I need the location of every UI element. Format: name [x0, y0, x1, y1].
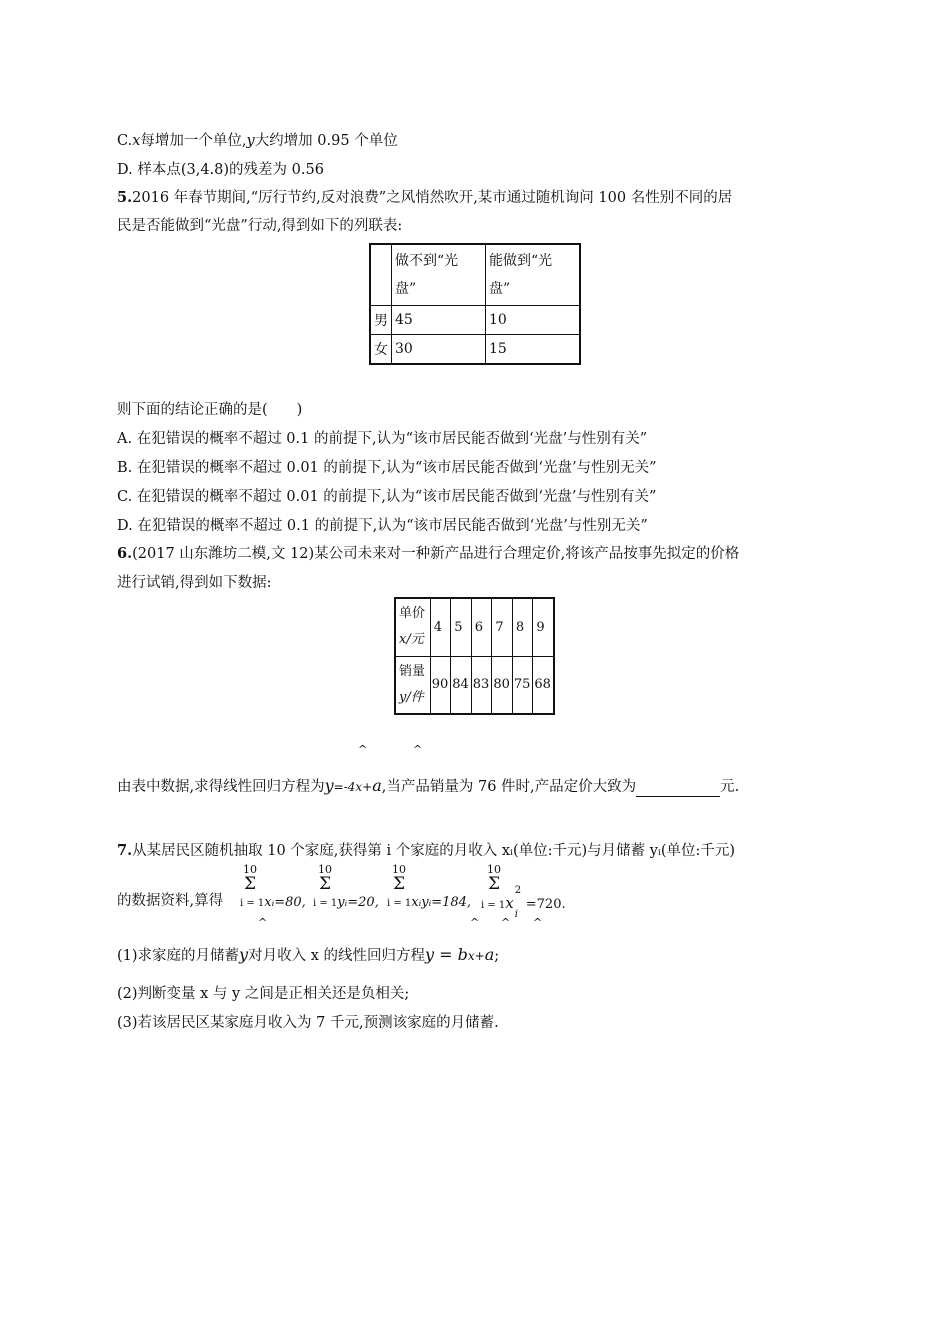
q5-header-can: 能做到“光 盘” — [486, 244, 581, 306]
summation-2: 10 Σ — [318, 863, 332, 894]
q7-part3: (3)若该居民区某家庭月收入为 7 千元,预测该家庭的月储蓄. — [117, 1015, 499, 1031]
q7-stem-line1: 7.从某居民区随机抽取 10 个家庭,获得第 i 个家庭的月收入 xᵢ(单位:千元)与月储蓄 yᵢ(单位:千元) — [117, 842, 736, 859]
hat-mark: ^ — [413, 743, 423, 756]
hat-mark: ^ — [501, 916, 511, 929]
q6-price-table — [394, 597, 555, 715]
table-row: 单价 x/元 4 5 6 7 8 9 — [395, 598, 554, 656]
hat-mark: ^ — [470, 916, 480, 929]
hat-mark: ^ — [358, 743, 368, 756]
answer-blank[interactable] — [636, 782, 720, 797]
q5-prompt: 则下面的结论正确的是( ) — [117, 402, 303, 418]
summation-4: 10 Σ — [487, 863, 501, 894]
q5-stem-line2: 民是否能做到“光盘”行动,得到如下的列联表: — [117, 218, 403, 234]
q5-contingency-table — [369, 243, 581, 365]
table-row: 男 45 10 — [370, 306, 580, 335]
q6-stem-line1: 6.(2017 山东潍坊二模,文 12)某公司未来对一种新产品进行合理定价,将该产品按事先拟定的价格 — [117, 545, 740, 562]
q7-stem-line2: 的数据资料,算得 — [117, 893, 224, 909]
q5-option-c: C. 在犯错误的概率不超过 0.01 的前提下,认为“该市居民能否做到‘光盘’与性别有关” — [117, 489, 657, 505]
q5-option-a: A. 在犯错误的概率不超过 0.1 的前提下,认为“该市居民能否做到‘光盘’与性别有关” — [117, 431, 648, 447]
q7-part2: (2)判断变量 x 与 y 之间是正相关还是负相关; — [117, 986, 410, 1002]
summation-2-body: i = 1yᵢ=20, — [313, 895, 379, 910]
table-row: 女 30 15 — [370, 335, 580, 364]
q5-header-cannot: 做不到“光 盘” — [392, 244, 486, 306]
summation-3-body: i = 1xᵢyᵢ=184, — [387, 895, 472, 910]
q7-part1: (1)求家庭的月储蓄y对月收入 x 的线性回归方程y = bx+a; — [117, 945, 500, 964]
q4-option-d: D. 样本点(3,4.8)的残差为 0.56 — [117, 162, 324, 178]
q6-regression-line: 由表中数据,求得线性回归方程为y=-4x+a,当产品销量为 76 件时,产品定价大致为 元. — [117, 776, 740, 795]
q5-option-d: D. 在犯错误的概率不超过 0.1 的前提下,认为“该市居民能否做到‘光盘’与性别无关” — [117, 518, 648, 534]
q5-stem-line1: 5.2016 年春节期间,“厉行节约,反对浪费”之风悄然吹开,某市通过随机询问 100 名性别不同的居 — [117, 189, 733, 206]
summation-4-body: i = 1x 2 i =720. — [481, 885, 566, 920]
q4-option-c: C.x每增加一个单位,y大约增加 0.95 个单位 — [117, 133, 398, 149]
q6-stem-line2: 进行试销,得到如下数据: — [117, 575, 272, 591]
summation-3: 10 Σ — [392, 863, 406, 894]
summation-1: 10 Σ — [243, 863, 257, 894]
q5-option-b: B. 在犯错误的概率不超过 0.01 的前提下,认为“该市居民能否做到‘光盘’与性别无关” — [117, 460, 657, 476]
table-row: 销量 y/件 90 84 83 80 75 68 — [395, 656, 554, 714]
hat-mark: ^ — [258, 916, 268, 929]
summation-1-body: i = 1xᵢ=80, — [240, 895, 306, 910]
q6-price-label: 单价 x/元 — [395, 598, 430, 656]
q6-sales-label: 销量 y/件 — [395, 656, 430, 714]
hat-mark: ^ — [533, 916, 543, 929]
